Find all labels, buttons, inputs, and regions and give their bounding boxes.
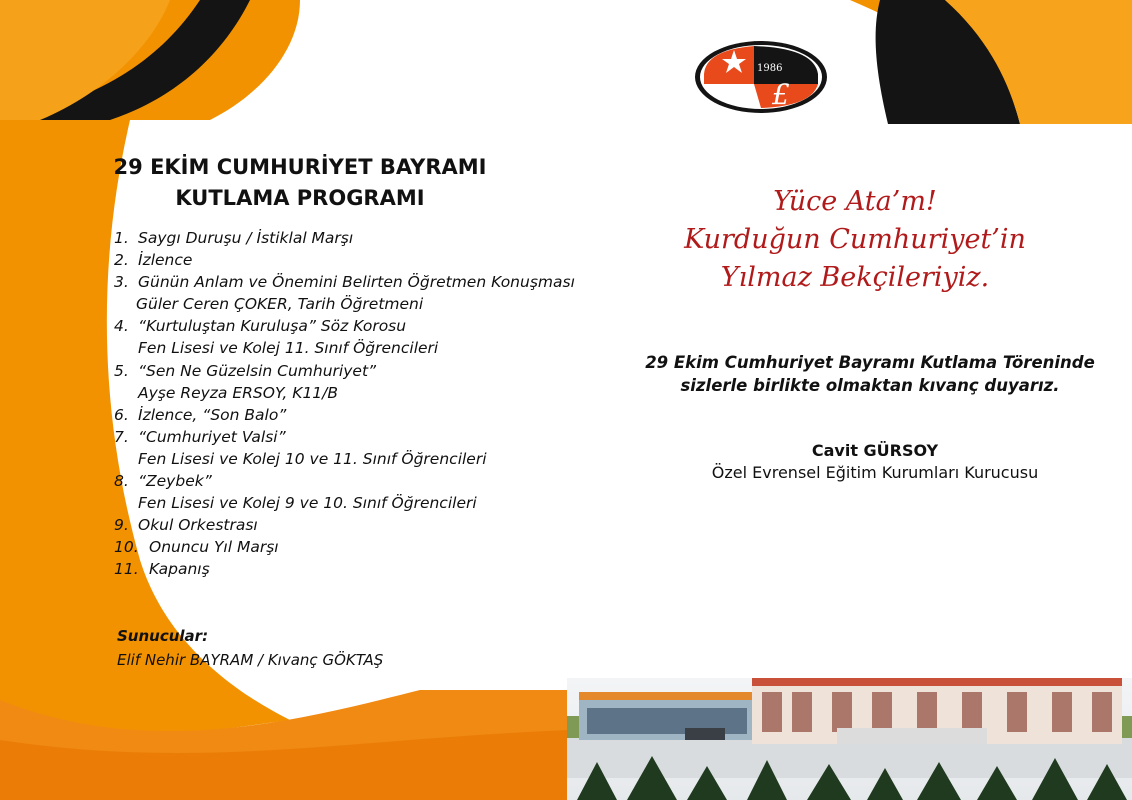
program-list	[114, 227, 575, 581]
program-item-detail: Ayşe Reyza ERSOY, K11/B	[138, 383, 339, 402]
signature-title: Özel Evrensel Eğitim Kurumları Kurucusu	[711, 463, 1039, 482]
presenters-label: Sunucular:	[117, 627, 209, 645]
invitation-line2: sizlerle birlikte olmaktan kıvanç duyarız.	[680, 376, 1060, 395]
quote-line3: Yılmaz Bekçileriyiz.	[720, 262, 990, 293]
presenters-names: Elif Nehir BAYRAM / Kıvanç GÖKTAŞ	[117, 651, 384, 669]
logo-year: 1986	[757, 63, 783, 74]
program-item-detail: Fen Lisesi ve Kolej 9 ve 10. Sınıf Öğrencileri	[138, 494, 477, 513]
signature-name: Cavit GÜRSOY	[811, 441, 939, 460]
program-item: 11. Kapanış	[114, 560, 210, 579]
program-item: 8. “Zeybek” Fen Lisesi ve Kolej 9 ve 10. Sınıf Öğrencileri	[114, 470, 575, 514]
program-item-detail: Güler Ceren ÇOKER, Tarih Öğretmeni	[136, 295, 424, 314]
quote-line1: Yüce Ata’m!	[773, 186, 937, 217]
program-item-detail: Fen Lisesi ve Kolej 11. Sınıf Öğrencileri	[138, 339, 439, 358]
program-item: 1. Saygı Duruşu / İstiklal Marşı	[114, 229, 354, 247]
quote-line2: Kurduğun Cumhuriyet’in	[684, 224, 1026, 255]
logo-letter: £	[772, 78, 790, 111]
school-logo	[694, 40, 828, 114]
invitation-text	[630, 351, 1110, 397]
program-item: 10. Onuncu Yıl Marşı	[114, 538, 279, 557]
program-item: 4. “Kurtuluştan Kuruluşa” Söz Korosu Fen Lisesi ve Kolej 11. Sınıf Öğrencileri	[114, 315, 575, 359]
program-item: 2. İzlence	[114, 251, 193, 270]
campus-building-image	[567, 678, 1132, 800]
program-title-line2: KUTLAMA PROGRAMI	[175, 186, 425, 210]
program-item: 7. “Cumhuriyet Valsi” Fen Lisesi ve Kolej 10 ve 11. Sınıf Öğrencileri	[114, 426, 575, 470]
ataturk-quote	[640, 183, 1070, 297]
program-title-line1: 29 EKİM CUMHURİYET BAYRAMI	[113, 155, 487, 179]
program-item: 9. Okul Orkestrası	[114, 516, 258, 535]
program-item: 5. “Sen Ne Güzelsin Cumhuriyet” Ayşe Reyza ERSOY, K11/B	[114, 360, 575, 404]
program-item-detail: Fen Lisesi ve Kolej 10 ve 11. Sınıf Öğrencileri	[138, 449, 487, 468]
presenters	[117, 624, 383, 672]
program-item: 6. İzlence, “Son Balo”	[114, 405, 287, 424]
program-item: 3. Günün Anlam ve Önemini Belirten Öğretmen Konuşması Güler Ceren ÇOKER, Tarih Öğretmeni	[114, 271, 575, 315]
signature-block	[680, 440, 1070, 484]
invitation-line1: 29 Ekim Cumhuriyet Bayramı Kutlama Töreninde	[645, 353, 1095, 372]
program-title	[110, 152, 490, 214]
